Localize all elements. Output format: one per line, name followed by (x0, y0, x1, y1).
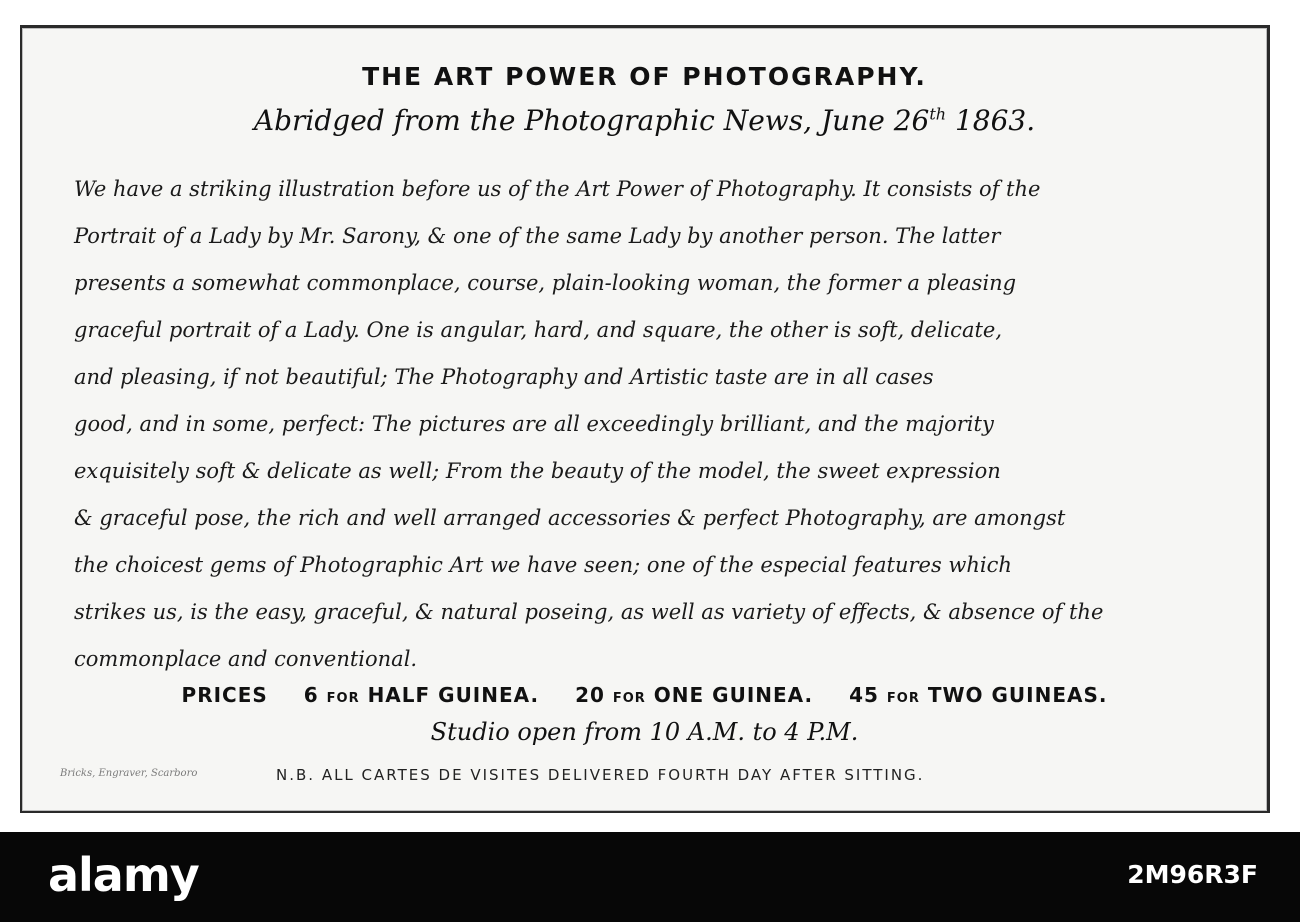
price-qty: 6 (303, 683, 319, 707)
watermark-strip (0, 832, 1300, 922)
body-line: strikes us, is the easy, graceful, & natural poseing, as well as variety of effects, & absence of the (74, 600, 1104, 624)
body-line: exquisitely soft & delicate as well; From the beauty of the model, the sweet expression (74, 459, 1001, 483)
body-line: presents a somewhat commonplace, course, plain-looking woman, the former a pleasing (74, 271, 1017, 295)
body-line: Portrait of a Lady by Mr. Sarony, & one of the same Lady by another person. The latter (74, 224, 1001, 248)
price-qty: 45 (849, 683, 879, 707)
prices-label: PRICES (181, 683, 268, 707)
price-for: FOR (326, 691, 360, 706)
card-body-text (74, 166, 1245, 683)
body-line: & graceful pose, the rich and well arranged accessories & perfect Photography, are amongst (74, 506, 1066, 530)
prices-line (22, 683, 1267, 707)
card-title: THE ART POWER OF PHOTOGRAPHY. (362, 62, 927, 91)
body-line: We have a striking illustration before us of the Art Power of Photography. It consists of the (74, 177, 1041, 201)
subtitle-year: 1863. (946, 104, 1036, 137)
body-line: commonplace and conventional. (74, 647, 418, 671)
price-amount: ONE GUINEA. (653, 683, 814, 707)
subtitle-superscript: th (929, 104, 947, 124)
body-line: the choicest gems of Photographic Art we have seen; one of the especial features which (74, 553, 1012, 577)
delivery-notice: N.B. ALL CARTES DE VISITES DELIVERED FOURTH DAY AFTER SITTING. (276, 766, 925, 784)
stock-image-id: 2M96R3F (1127, 860, 1258, 889)
alamy-logo: alamy (48, 848, 199, 902)
price-for: FOR (886, 691, 920, 706)
card-subtitle (22, 104, 1267, 137)
engraver-imprint: Bricks, Engraver, Scarboro (60, 768, 198, 779)
price-qty: 20 (575, 683, 605, 707)
body-line: good, and in some, perfect: The pictures are all exceedingly brilliant, and the majority (74, 412, 994, 436)
carte-de-visite-card (20, 25, 1270, 813)
price-amount: HALF GUINEA. (367, 683, 540, 707)
price-amount: TWO GUINEAS. (927, 683, 1108, 707)
price-for: FOR (612, 691, 646, 706)
studio-hours: Studio open from 10 A.M. to 4 P.M. (430, 718, 859, 746)
body-line: and pleasing, if not beautiful; The Photography and Artistic taste are in all cases (74, 365, 934, 389)
subtitle-text: Abridged from the Photographic News, June 26 (253, 104, 930, 137)
body-line: graceful portrait of a Lady. One is angular, hard, and square, the other is soft, delicate, (74, 318, 1003, 342)
